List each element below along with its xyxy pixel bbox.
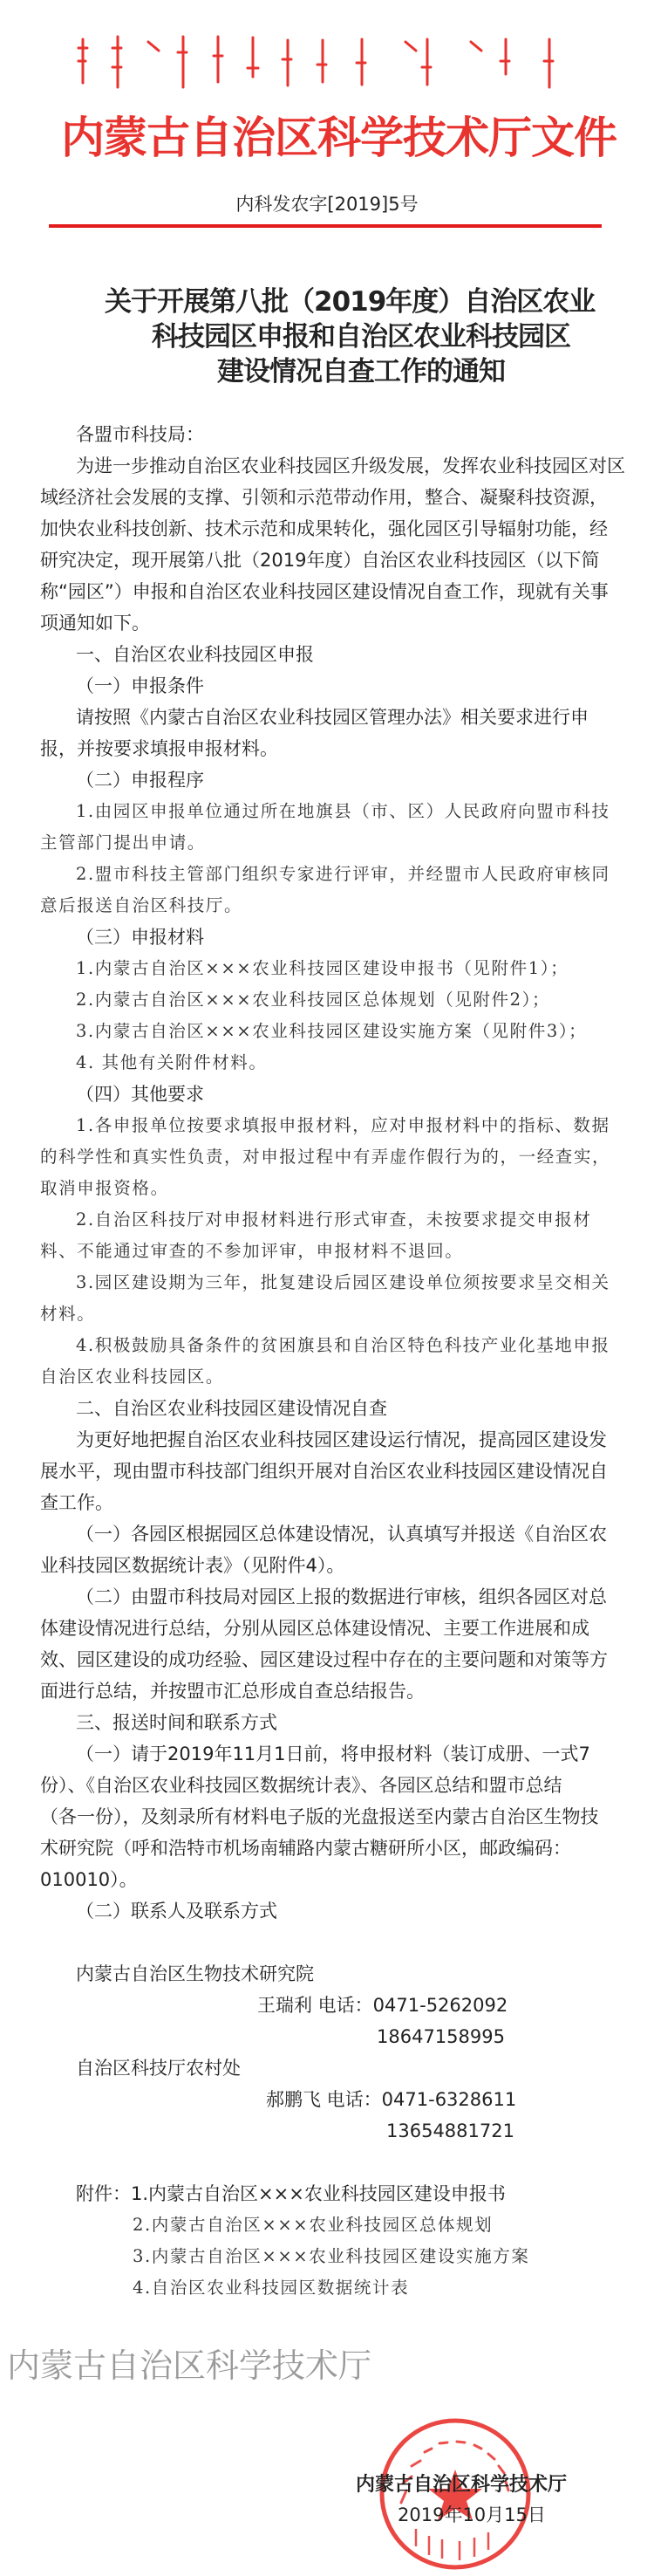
body-line: 域经济社会发展的支撑、引领和示范带动作用，整合、凝聚科技资源， — [40, 487, 608, 508]
body-line: 报，并按要求填报申报材料。 — [40, 738, 278, 759]
body-line: 010010）。 — [40, 1869, 138, 1890]
contact-org: 自治区科技厅农村处 — [76, 2058, 241, 2079]
body-line: 加快农业科技创新、技术示范和成果转化，强化园区引导辐射功能，经 — [40, 518, 608, 539]
body-line: 称“园区”）申报和自治区农业科技园区建设情况自查工作，现就有关事 — [40, 581, 609, 602]
body-line: 效、园区建设的成功经验、园区建设过程中存在的主要问题和对策等方 — [40, 1649, 608, 1670]
body-line: （各一份），及刻录所有材料电子版的光盘报送至内蒙古自治区生物技 — [40, 1806, 599, 1827]
notice-title-line-1: 关于开展第八批（2019年度）自治区农业 — [105, 286, 596, 318]
list-item: 的科学性和真实性负责，对申报过程中有弄虚作假行为的，一经查实， — [40, 1147, 611, 1167]
attachment-item: 2.内蒙古自治区×××农业科技园区总体规划 — [133, 2215, 494, 2235]
contact-mobile: 18647158995 — [377, 2026, 505, 2047]
watermark: 内蒙古自治区科学技术厅 — [7, 2346, 372, 2385]
body-line: 项通知如下。 — [40, 613, 150, 634]
section-heading-3: 三、报送时间和联系方式 — [76, 1712, 277, 1733]
list-item: 2.盟市科技主管部门组织专家进行评审，并经盟市人民政府审核同 — [76, 864, 610, 884]
contact-person-phone: 王瑞利 电话：0471-5262092 — [257, 1995, 508, 2016]
attachment-item: 3.内蒙古自治区×××农业科技园区建设实施方案 — [133, 2246, 530, 2266]
list-item: 1.内蒙古自治区×××农业科技园区建设申报书（见附件1）； — [76, 958, 569, 978]
subsection-heading: （三）申报材料 — [76, 927, 204, 948]
body-line: 请按照《内蒙古自治区农业科技园区管理办法》相关要求进行申 — [76, 707, 589, 728]
blank-line — [40, 1927, 642, 1958]
body-line: 为更好地把握自治区农业科技园区建设运行情况，提高园区建设发 — [76, 1429, 607, 1450]
document-body — [40, 419, 642, 2304]
issue-date: 2019年10月15日 — [398, 2504, 546, 2525]
body-line: 业科技园区数据统计表》（见附件4）。 — [40, 1555, 345, 1576]
body-line: 研究决定，现开展第八批（2019年度）自治区农业科技园区（以下简 — [40, 550, 600, 571]
notice-title-line-2: 科技园区申报和自治区农业科技园区 — [152, 321, 570, 353]
body-line: 份）、《自治区农业科技园区数据统计表》、各园区总结和盟市总结 — [40, 1775, 562, 1796]
body-line: 面进行总结，并按盟市汇总形成自查总结报告。 — [40, 1681, 425, 1702]
contact-person-phone: 郝鹏飞 电话：0471-6328611 — [266, 2089, 517, 2110]
subsection-heading: （一）申报条件 — [76, 675, 204, 696]
body-line: 体建设情况进行总结，分别从园区总体建设情况、主要工作进展和成 — [40, 1618, 589, 1639]
issuer-signature: 内蒙古自治区科学技术厅 — [356, 2474, 568, 2496]
body-line: （一）各园区根据园区总体建设情况，认真填写并报送《自治区农 — [76, 1524, 607, 1545]
contact-org: 内蒙古自治区生物技术研究院 — [76, 1963, 314, 1984]
list-item: 主管部门提出申请。 — [40, 832, 206, 853]
body-line: 为进一步推动自治区农业科技园区升级发展，发挥农业科技园区对区 — [76, 456, 625, 476]
salutation: 各盟市科技局： — [76, 424, 204, 445]
list-item: 取消申报资格。 — [40, 1178, 169, 1198]
attachment-item: 4.自治区农业科技园区数据统计表 — [133, 2278, 410, 2298]
body-line: 展水平，现由盟市科技部门组织开展对自治区农业科技园区建设情况自 — [40, 1461, 608, 1482]
list-item: 料、不能通过审查的不参加评审，申报材料不退回。 — [40, 1241, 464, 1261]
body-line: 查工作。 — [40, 1492, 113, 1513]
notice-title-line-3: 建设情况自查工作的通知 — [217, 356, 505, 387]
list-item: 4.积极鼓励具备条件的贫困旗县和自治区特色科技产业化基地申报 — [76, 1335, 610, 1355]
section-heading-1: 一、自治区农业科技园区申报 — [76, 644, 314, 665]
body-line: （二）由盟市科技局对园区上报的数据进行审核，组织各园区对总 — [76, 1586, 607, 1607]
list-item: 3.内蒙古自治区×××农业科技园区建设实施方案（见附件3）； — [76, 1021, 588, 1041]
contact-mobile: 13654881721 — [386, 2120, 514, 2141]
list-item: 1.各申报单位按要求填报申报材料，应对申报材料中的指标、数据 — [76, 1115, 610, 1135]
document-number: 内科发农字[2019]5号 — [235, 194, 419, 215]
list-item: 3.园区建设期为三年，批复建设后园区建设单位须按要求呈交相关 — [76, 1272, 610, 1292]
mongolian-script-logo — [74, 35, 580, 96]
body-line: （一）请于2019年11月1日前，将申报材料（装订成册、一式7 — [76, 1744, 590, 1764]
list-item: 4. 其他有关附件材料。 — [76, 1052, 268, 1072]
subsection-heading: （四）其他要求 — [76, 1084, 204, 1105]
red-divider — [49, 224, 602, 228]
list-item: 1.由园区申报单位通过所在地旗县（市、区）人民政府向盟市科技 — [76, 801, 610, 821]
attachment-item: 附件：1.内蒙古自治区×××农业科技园区建设申报书 — [76, 2183, 506, 2204]
document-header-title: 内蒙古自治区科学技术厅文件 — [61, 112, 617, 163]
body-line: 术研究院（呼和浩特市机场南辅路内蒙古糖研所小区，邮政编码： — [40, 1838, 571, 1859]
list-item: 2.内蒙古自治区×××农业科技园区总体规划（见附件2）； — [76, 990, 551, 1010]
list-item: 自治区农业科技园区。 — [40, 1367, 225, 1387]
subsection-heading: （二）申报程序 — [76, 770, 204, 791]
section-heading-2: 二、自治区农业科技园区建设情况自查 — [76, 1398, 387, 1419]
list-item: 2.自治区科技厅对申报材料进行形式审查，未按要求提交申报材 — [76, 1209, 592, 1230]
subsection-heading: （二）联系人及联系方式 — [76, 1901, 277, 1922]
list-item: 意后报送自治区科技厅。 — [40, 895, 243, 915]
list-item: 材料。 — [40, 1304, 96, 1324]
blank-line — [40, 2147, 642, 2178]
